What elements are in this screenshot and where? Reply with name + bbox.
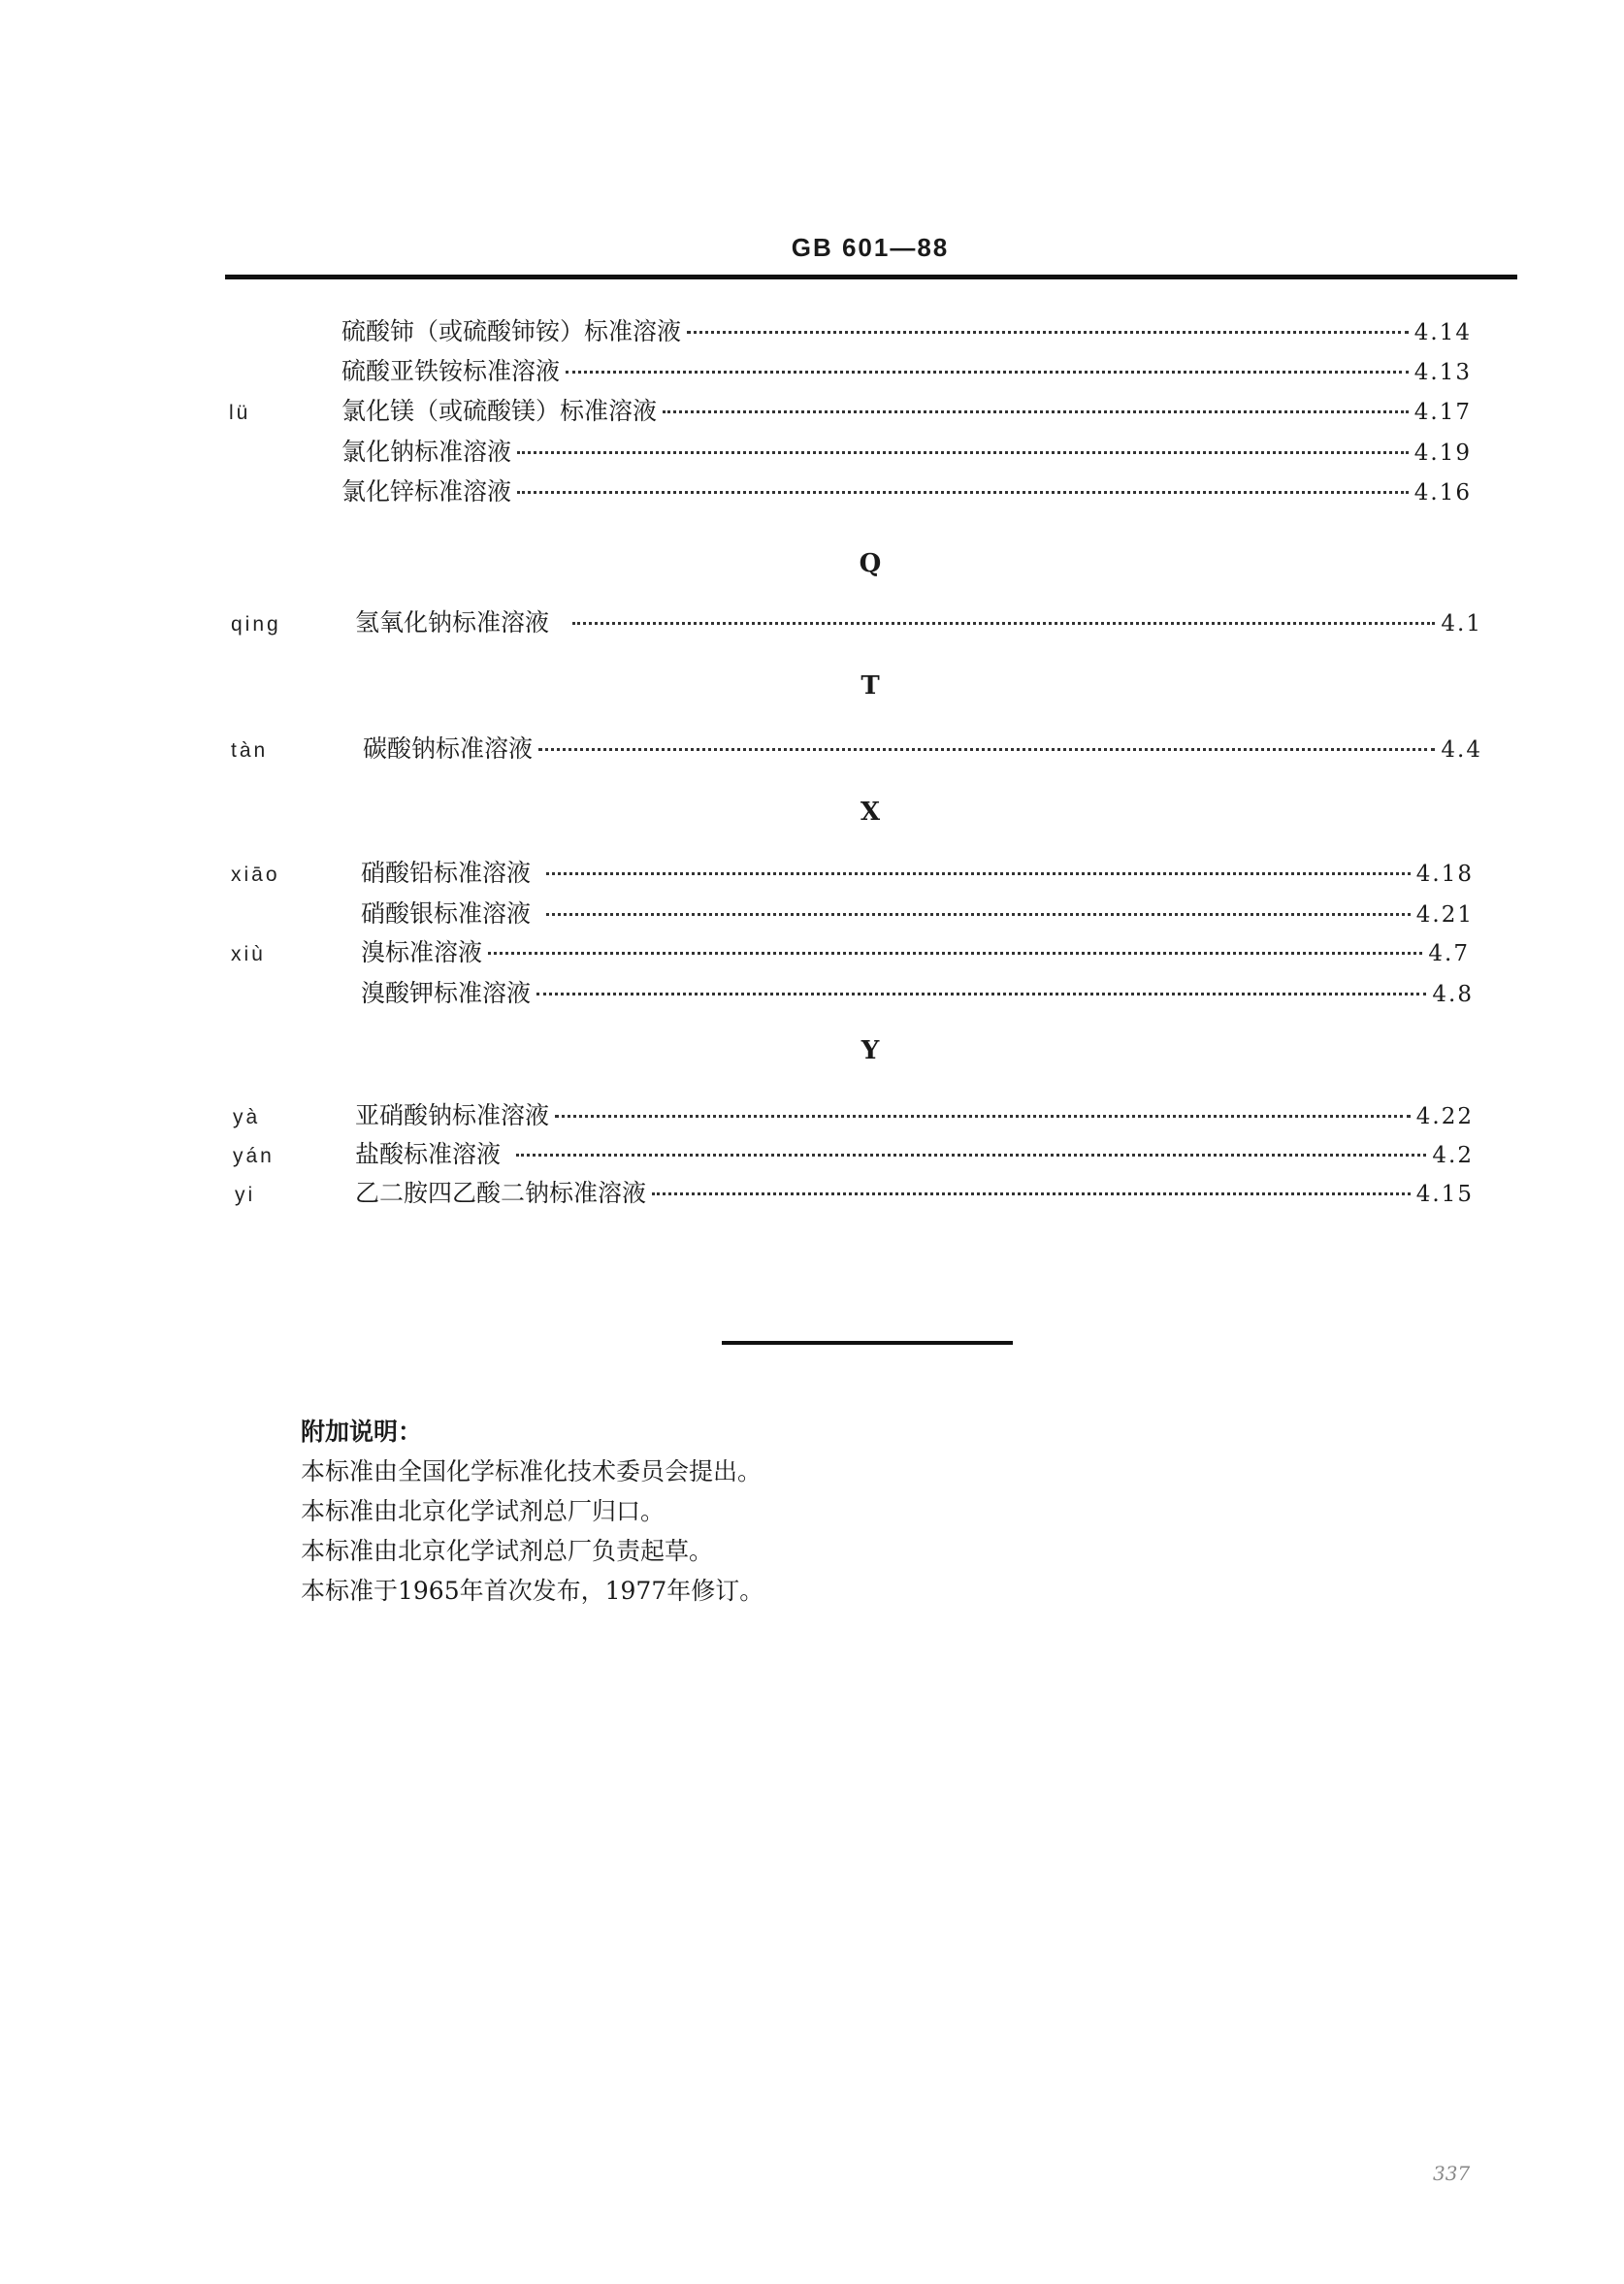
leader-dots [572, 622, 1435, 625]
header-rule [225, 275, 1517, 279]
entry-name: 硫酸铈（或硫酸铈铵）标准溶液 [341, 317, 682, 345]
leader-dots [517, 491, 1409, 494]
entry-name: 亚硝酸钠标准溶液 [355, 1101, 550, 1129]
pinyin-label: xiāo [231, 864, 280, 886]
entry-name: 硝酸铅标准溶液 [361, 859, 532, 887]
entry-ref: 4.13 [1413, 360, 1472, 385]
index-entry [355, 1135, 1474, 1174]
notes-heading: 附加说明： [301, 1418, 423, 1446]
entry-name: 硝酸银标准溶液 [361, 899, 532, 928]
pinyin-label: lü [229, 402, 251, 424]
pinyin-label: yi [235, 1184, 256, 1206]
pinyin-label: tàn [231, 739, 269, 762]
leader-dots [555, 1115, 1411, 1118]
notes-line: 本标准于1965年首次发布，1977年修订。 [301, 1577, 764, 1605]
entry-name: 乙二胺四乙酸二钠标准溶液 [355, 1179, 647, 1207]
entry-ref: 4.18 [1415, 862, 1474, 887]
entry-ref: 4.1 [1441, 611, 1482, 636]
document-code: GB 601—88 [791, 233, 950, 262]
entry-ref: 4.16 [1413, 480, 1472, 506]
leader-dots [566, 371, 1409, 374]
section-letter-q: Q [859, 549, 882, 578]
index-entry [341, 392, 1472, 431]
pinyin-label: xiù [231, 943, 266, 965]
index-entry [341, 312, 1472, 351]
index-entry [363, 730, 1482, 768]
leader-dots [516, 1154, 1426, 1157]
entry-name: 氢氧化钠标准溶液 [355, 608, 550, 636]
leader-dots [488, 952, 1422, 955]
leader-dots [546, 872, 1411, 875]
page-number: 337 [1433, 2162, 1471, 2185]
entry-ref: 4.7 [1428, 941, 1470, 966]
entry-ref: 4.17 [1413, 400, 1472, 425]
entry-ref: 4.8 [1432, 982, 1474, 1007]
index-entry [355, 1096, 1474, 1135]
index-entry [341, 433, 1472, 472]
section-letter-t: T [861, 671, 880, 701]
pinyin-label: qing [231, 613, 281, 636]
index-entry [361, 895, 1474, 933]
leader-dots [652, 1192, 1411, 1195]
index-entry [355, 1174, 1474, 1213]
additional-notes [301, 1412, 763, 1611]
section-letter-x: X [860, 798, 881, 827]
entry-name: 碳酸钠标准溶液 [363, 734, 534, 763]
entry-name: 溴酸钾标准溶液 [361, 979, 532, 1007]
entry-ref: 4.15 [1415, 1182, 1474, 1207]
entry-name: 氯化锌标准溶液 [341, 477, 512, 506]
index-entry [355, 604, 1482, 642]
pinyin-label: yà [233, 1106, 261, 1128]
leader-dots [536, 993, 1426, 995]
entry-ref: 4.21 [1415, 902, 1474, 928]
entry-ref: 4.14 [1413, 320, 1472, 345]
index-entry [361, 933, 1470, 972]
entry-name: 盐酸标准溶液 [355, 1140, 502, 1168]
index-entry [361, 974, 1474, 1013]
section-letter-y: Y [861, 1036, 880, 1065]
entry-name: 溴标准溶液 [361, 938, 483, 966]
leader-dots [663, 410, 1409, 413]
index-entry [341, 352, 1472, 391]
index-entry [361, 854, 1474, 893]
entry-name: 硫酸亚铁铵标准溶液 [341, 357, 561, 385]
notes-line: 本标准由全国化学标准化技术委员会提出。 [301, 1457, 763, 1485]
entry-ref: 4.4 [1441, 737, 1482, 763]
pinyin-label: yán [233, 1145, 275, 1167]
notes-line: 本标准由北京化学试剂总厂负责起草。 [301, 1537, 714, 1565]
leader-dots [517, 451, 1409, 454]
leader-dots [538, 748, 1435, 751]
entry-name: 氯化镁（或硫酸镁）标准溶液 [341, 397, 658, 425]
index-entry [341, 473, 1472, 511]
entry-ref: 4.22 [1415, 1104, 1474, 1129]
end-rule [722, 1341, 1013, 1345]
notes-line: 本标准由北京化学试剂总厂归口。 [301, 1497, 666, 1525]
leader-dots [546, 913, 1411, 916]
entry-ref: 4.19 [1413, 440, 1472, 466]
leader-dots [687, 331, 1409, 334]
entry-ref: 4.2 [1432, 1143, 1474, 1168]
entry-name: 氯化钠标准溶液 [341, 438, 512, 466]
